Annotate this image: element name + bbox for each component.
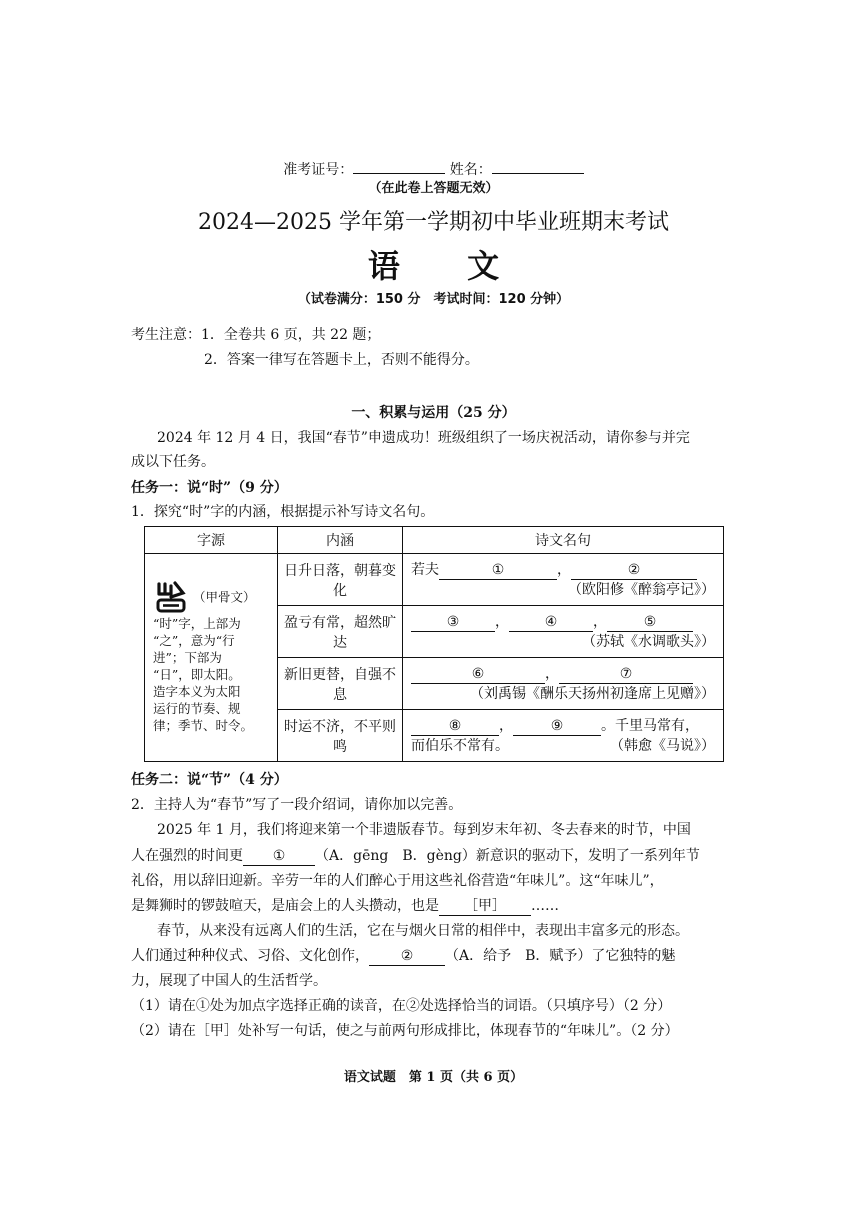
notice-line-1 bbox=[131, 325, 380, 345]
exam-number-label: 准考证号： bbox=[283, 162, 354, 178]
origin-text-1: “时”字，上部为 bbox=[153, 616, 241, 631]
answer-blank-3[interactable]: ③ bbox=[411, 614, 495, 632]
poem-table bbox=[144, 526, 724, 762]
origin-text-6: 运行的节奏、规 bbox=[153, 701, 241, 716]
origin-text-4: “日”，即太阳。 bbox=[153, 667, 241, 682]
question-1: 1．探究“时”字的内涵，根据提示补写诗文名句。 bbox=[131, 504, 435, 520]
verse-cell: ⑧ ， ⑨ 。千里马常有， 而伯乐不常有。 （韩愈《马说》） bbox=[403, 710, 724, 762]
notice-label: 考生注意： bbox=[131, 327, 201, 343]
passage-2-line-1: 春节，从来没有远离人们的生活，它在与烟火日常的相伴中，表现出丰富多元的形态。 bbox=[157, 923, 689, 939]
subquestion-1: （1）请在①处为加点字选择正确的读音，在②处选择恰当的词语。（只填序号）（2 分） bbox=[131, 998, 672, 1014]
verse-cell: ⑥ ， ⑦ （刘禹锡《酬乐天扬州初逢席上见赠》） bbox=[403, 658, 724, 710]
verse-source: （苏轼《水调歌头》） bbox=[582, 633, 715, 650]
verse-source: （欧阳修《醉翁亭记》） bbox=[568, 581, 715, 598]
passage-1-line-1: 2025 年 1 月，我们将迎来第一个非遗版春节。每到岁末年初、冬去春来的时节，中国 bbox=[157, 822, 691, 838]
origin-text-3: 进”；下部为 bbox=[153, 650, 222, 665]
answer-blank-9[interactable]: ⑨ bbox=[513, 718, 601, 736]
notice-item-2: 2．答案一律写在答题卡上，否则不能得分。 bbox=[204, 352, 479, 368]
meaning-cell: 新旧更替，自强不息 bbox=[278, 658, 403, 710]
notice-item-1: 1．全卷共 6 页，共 22 题； bbox=[201, 327, 381, 343]
oracle-label: （甲骨文） bbox=[193, 589, 256, 605]
exam-meta: （试卷满分：150 分 考试时间：120 分钟） bbox=[297, 292, 570, 307]
task2-title: 任务二：说“节”（4 分） bbox=[131, 772, 288, 788]
answer-blank-6[interactable]: ⑥ bbox=[411, 666, 545, 684]
passage-2-line-3: 力，展现了中国人的生活哲学。 bbox=[131, 973, 327, 989]
table-header-meaning: 内涵 bbox=[278, 527, 403, 554]
exam-title: 2024—2025 学年第一学期初中毕业班期末考试 bbox=[198, 210, 669, 235]
verse-source: （刘禹锡《酬乐天扬州初逢席上见赠》） bbox=[470, 685, 715, 702]
intro-line-1: 2024 年 12 月 4 日，我国“春节”申遗成功！班级组织了一场庆祝活动，请你参与并完 bbox=[157, 430, 690, 446]
verse-cell: 若夫 ① ， ② （欧阳修《醉翁亭记》） bbox=[403, 554, 724, 606]
origin-text-5: 造字本义为太阳 bbox=[153, 684, 241, 699]
intro-line-2: 成以下任务。 bbox=[131, 454, 215, 470]
answer-blank-word[interactable]: ② bbox=[369, 948, 445, 966]
meaning-cell: 盈亏有常，超然旷达 bbox=[278, 606, 403, 658]
answer-blank-jia[interactable]: ［甲］ bbox=[439, 898, 531, 916]
task1-title: 任务一：说“时”（9 分） bbox=[131, 480, 288, 496]
meaning-cell: 日升日落，朝暮变化 bbox=[278, 554, 403, 606]
question-2: 2．主持人为“春节”写了一段介绍词，请你加以完善。 bbox=[131, 797, 463, 813]
section-heading: 一、积累与运用（25 分） bbox=[351, 405, 516, 421]
name-blank bbox=[492, 156, 584, 174]
passage-2-line-2: 人们通过种种仪式、习俗、文化创作， ② （A．给予 B．赋予）了它独特的魅 bbox=[131, 948, 676, 964]
table-row bbox=[145, 554, 724, 606]
origin-text-7: 律；季节、时令。 bbox=[153, 718, 254, 733]
passage-1-line-3: 礼俗，用以辞旧迎新。辛劳一年的人们醉心于用这些礼俗营造“年味儿”。这“年味儿”， bbox=[131, 873, 664, 889]
page-footer: 语文试题 第 1 页（共 6 页） bbox=[343, 1070, 524, 1085]
table-header-verses: 诗文名句 bbox=[403, 527, 724, 554]
exam-number-blank bbox=[353, 156, 445, 174]
passage-1-line-2: 人在强烈的时间更 ① （A．gēng B．gèng）新意识的驱动下，发明了一系列年节 bbox=[131, 848, 700, 864]
verse-cell: ③ ， ④ ， ⑤ （苏轼《水调歌头》） bbox=[403, 606, 724, 658]
verse-source: （韩愈《马说》） bbox=[610, 737, 715, 754]
answer-blank-1[interactable]: ① bbox=[439, 562, 557, 580]
passage-1-line-4: 是舞狮时的锣鼓喧天，是庙会上的人头攒动，也是 ［甲］ …… bbox=[131, 898, 559, 914]
answer-blank-8[interactable]: ⑧ bbox=[411, 718, 499, 736]
invalid-note: （在此卷上答题无效） bbox=[368, 181, 499, 196]
oracle-bone-character-icon bbox=[153, 581, 193, 615]
name-label: 姓名： bbox=[449, 162, 492, 178]
subquestion-2: （2）请在［甲］处补写一句话，使之与前两句形成排比，体现春节的“年味儿”。（2 分） bbox=[131, 1023, 679, 1039]
answer-blank-pronunciation[interactable]: ① bbox=[243, 848, 315, 866]
candidate-info-line bbox=[0, 156, 867, 180]
answer-blank-4[interactable]: ④ bbox=[509, 614, 593, 632]
answer-blank-5[interactable]: ⑤ bbox=[607, 614, 693, 632]
subject-title: 语 文 bbox=[367, 247, 528, 285]
answer-blank-7[interactable]: ⑦ bbox=[559, 666, 693, 684]
origin-text-2: “之”，意为“行 bbox=[153, 633, 235, 648]
answer-blank-2[interactable]: ② bbox=[571, 562, 697, 580]
meaning-cell: 时运不济，不平则鸣 bbox=[278, 710, 403, 762]
origin-cell bbox=[145, 554, 278, 762]
table-header-origin: 字源 bbox=[145, 527, 278, 554]
